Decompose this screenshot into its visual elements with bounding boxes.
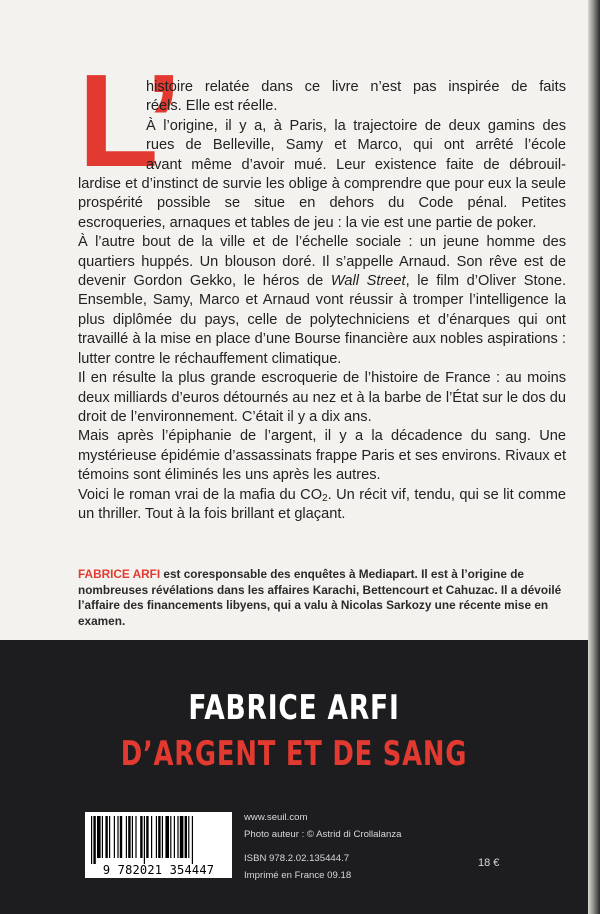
publisher-info (244, 810, 401, 884)
blurb-text-span: . Un récit vif, tendu, qui se lit comme un thriller. Tout à la fois brillant et glaçant. (78, 486, 566, 522)
blurb-line: rues de Belleville, Samy et Marco, qui ont arrêté l’école (146, 137, 566, 154)
subscript: 2 (322, 492, 328, 504)
barcode-number: 9 782021 354447 (102, 863, 215, 877)
blurb-paragraph: Mais après l’épiphanie de l’argent, il y a la décadence du sang. Une mystérieuse épidémie d’assassinats frappe Paris et ses environs. Rivaux et témoins sont éliminés les uns après les autres. (78, 428, 566, 484)
author-name: FABRICE ARFI (188, 688, 400, 728)
blurb-paragraph: Il en résulte la plus grande escroquerie de l’histoire de France : au moins deux milliards d’euros détournés au nez et à la barbe de l’État sur le dos du droit de l’environnement. C’était il y a dix ans. (78, 370, 566, 425)
drop-cap: L’ (78, 47, 177, 194)
blurb-paragraph (78, 486, 566, 525)
blurb-line: À l’origine, il y a, à Paris, la trajectoire de deux gamins des (146, 117, 566, 134)
print-info: Imprimé en France 09.18 (244, 869, 352, 881)
photo-credit: Photo auteur : © Astrid di Crollalanza (244, 828, 402, 840)
bio-author-name: FABRICE ARFI (78, 567, 161, 581)
blurb-line: réels. Elle est réelle. (146, 98, 278, 115)
author-bio (78, 567, 568, 629)
bio-text: est coresponsable des enquêtes à Mediapart. Il est à l’origine de nombreuses révélations dans les affaires Karachi, Bettencourt et Cahuzac. Il a dévoilé l’affaire des financements libyens, qui a valu à Nicolas Sarkozy une récente mise en examen. (78, 567, 562, 628)
blurb-line: histoire relatée dans ce livre n’est pas inspirée de faits (146, 79, 566, 95)
book-edge-shadow (588, 0, 600, 914)
blurb-text-span: À l’autre bout de la ville et de l’échelle sociale : un jeune homme des quartiers huppés. Un blouson doré. Il s’appelle Arnaud. Son rêve est de devenir Gordon Gekko, le héros de (78, 234, 566, 290)
price: 18 € (478, 857, 500, 869)
blurb-text-span: , le film d’Oliver Stone. Ensemble, Samy, Marco et Arnaud vont réussir à tromper l’intelligence la plus diplômée du pays, celle de polytechniciens et d’énarques qui ont travaillé à la mise en place d’une Bourse financière aux nobles aspirations : lutter contre le réchauffement climatique. (78, 273, 566, 367)
barcode-bars-icon (89, 816, 228, 864)
blurb-text-span: Voici le roman vrai de la mafia du CO (78, 486, 323, 503)
blurb-text (78, 78, 566, 524)
book-title: D’ARGENT ET DE SANG (120, 734, 468, 774)
blurb-line: avant même d’avoir mué. Leur existence faite de débrouil- (146, 156, 566, 173)
website: www.seuil.com (244, 812, 308, 823)
blurb-paragraph: lardise et d’instinct de survie les oblige à comprendre que pour eux la seule prospérité possible se situe en dehors du Code pénal. Petites escroqueries, arnaques et tables de jeu : la vie est une partie de poker. (78, 176, 566, 231)
film-title: Wall Street (330, 273, 406, 290)
blurb-paragraph (78, 233, 566, 369)
barcode (85, 812, 232, 878)
isbn: ISBN 978.2.02.135444.7 (244, 853, 350, 865)
